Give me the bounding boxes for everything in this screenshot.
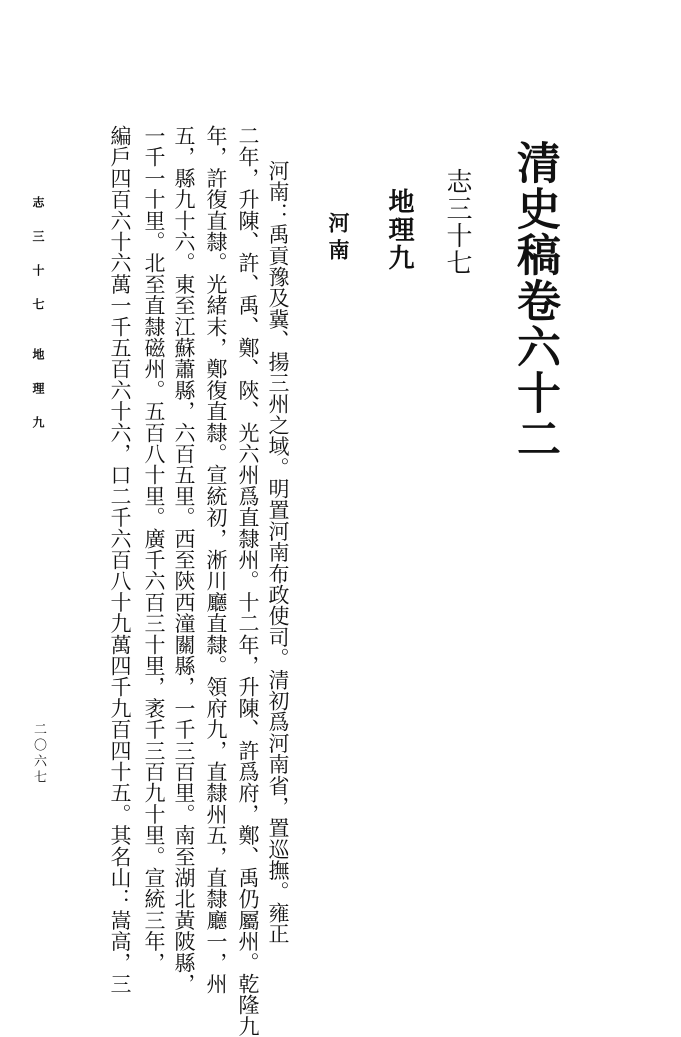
juan-heading: 志三十七 xyxy=(442,168,472,276)
chapter-heading: 地理九 xyxy=(384,188,414,272)
text-column-5: 一千一十里。北至直隸磁州。五百八十里。廣千六百三十里，袤千三百九十里。宣統三年， xyxy=(142,125,166,973)
margin-label: 志 三 十 七 地 理 九 xyxy=(31,196,45,432)
text-column-6: 編戶四百六十六萬一千五百六十六，口二千六百八十九萬四千九百四十五。其名山：嵩高，三 xyxy=(108,125,132,995)
text-column-1: 河南：禹貢豫及冀、揚三州之域。明置河南布政使司。清初爲河南省，置巡撫。雍正 xyxy=(266,160,290,945)
section-heading: 河南 xyxy=(326,212,351,266)
text-column-3: 年，許復直隸。光緒末，鄭復直隸。宣統初，淅川廳直隸。領府九，直隸州五，直隸廳一，州 xyxy=(204,125,228,995)
page-number: 二〇六七 xyxy=(31,722,46,786)
text-column-2: 二年，升陳、許、禹、鄭、陝、光六州爲直隸州。十二年，升陳、許爲府，鄭、禹仍屬州。乾隆九 xyxy=(236,125,260,1037)
book-title: 清史稿卷六十二 xyxy=(509,140,560,462)
text-column-4: 五，縣九十六。東至江蘇蕭縣，六百五里。西至陝西潼關縣，一千三百里。南至湖北黃陂縣， xyxy=(172,125,196,995)
